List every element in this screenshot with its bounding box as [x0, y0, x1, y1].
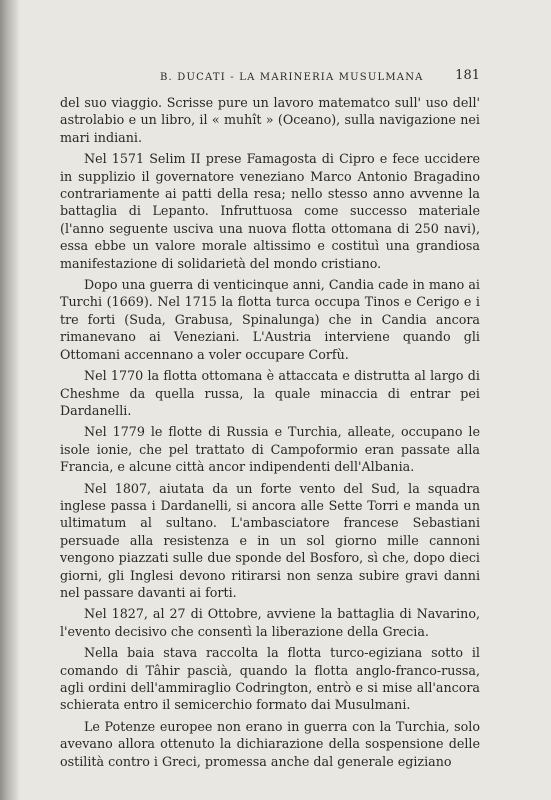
- paragraph: Dopo una guerra di venticinque anni, Candia cade in mano ai Turchi (1669). Nel 1715 la flotta turca occupa Tinos e Cerigo e i tre forti (Suda, Grabusa, Spinalunga) che in Candia ancora rimanevano ai Veneziani. L'Austria interviene quando gli Ottomani accennano a voler occupare Corfù.: [60, 277, 480, 362]
- paragraph: del suo viaggio. Scrisse pure un lavoro matematco sull' uso dell' astrolabio e un libro, il « muhît » (Oceano), sulla navigazione nei mari indiani.: [60, 95, 480, 145]
- page-content: [60, 64, 480, 774]
- book-spine-shadow: [0, 0, 20, 800]
- paragraph: Nel 1779 le flotte di Russia e Turchia, alleate, occupano le isole ionie, che pel trattato di Campoformio eran passate alla Francia, e alcune città ancor indipendenti dell'Albania.: [60, 424, 480, 475]
- page-number: 181: [455, 68, 480, 83]
- paragraph: Nel 1807, aiutata da un forte vento del Sud, la squadra inglese passa i Dardanelli, si ancora alle Sette Torri e manda un ultimatum al sultano. L'ambasciatore francese Sebastiani persuade alla resistenza e in un sol giorno mille cannoni vengono piazzati sulle due sponde del Bosforo, sì che, dopo dieci giorni, gli Inglesi devono ritirarsi non senza subire gravi danni nel passare davanti ai forti.: [60, 480, 480, 600]
- paragraph: Nel 1827, al 27 di Ottobre, avviene la battaglia di Navarino, l'evento decisivo che consentì la liberazione della Grecia.: [60, 606, 480, 639]
- page-header: [60, 64, 480, 88]
- paragraph: Le Potenze europee non erano in guerra con la Turchia, solo avevano allora ottenuto la dichiarazione della sospensione delle ostilità contro i Greci, promessa anche dal generale egiziano: [60, 718, 480, 769]
- running-title: B. DUCATI - LA MARINERIA MUSULMANA: [160, 72, 424, 83]
- body-text: [60, 94, 480, 770]
- paragraph: Nella baia stava raccolta la flotta turco-egiziana sotto il comando di Tâhir pascià, quando la flotta anglo-franco-russa, agli ordini dell'ammiraglio Codrington, entrò e si mise all'ancora schierata entro il semicerchio formato dai Musulmani.: [60, 645, 480, 713]
- paragraph: Nel 1571 Selim II prese Famagosta di Cipro e fece uccidere in supplizio il governatore veneziano Marco Antonio Bragadino contrariamente ai patti della resa; nello stesso anno avvenne la battaglia di Lepanto. Infruttuosa come successo materiale (l'anno seguente usciva una nuova flotta ottomana di 250 navi), essa ebbe un valore morale altissimo e costituì una grandiosa manifestazione di solidarietà del mondo cristiano.: [60, 151, 480, 271]
- paragraph: Nel 1770 la flotta ottomana è attaccata e distrutta al largo di Cheshme da quella russa, la quale minaccia di entrar pei Dardanelli.: [60, 368, 480, 418]
